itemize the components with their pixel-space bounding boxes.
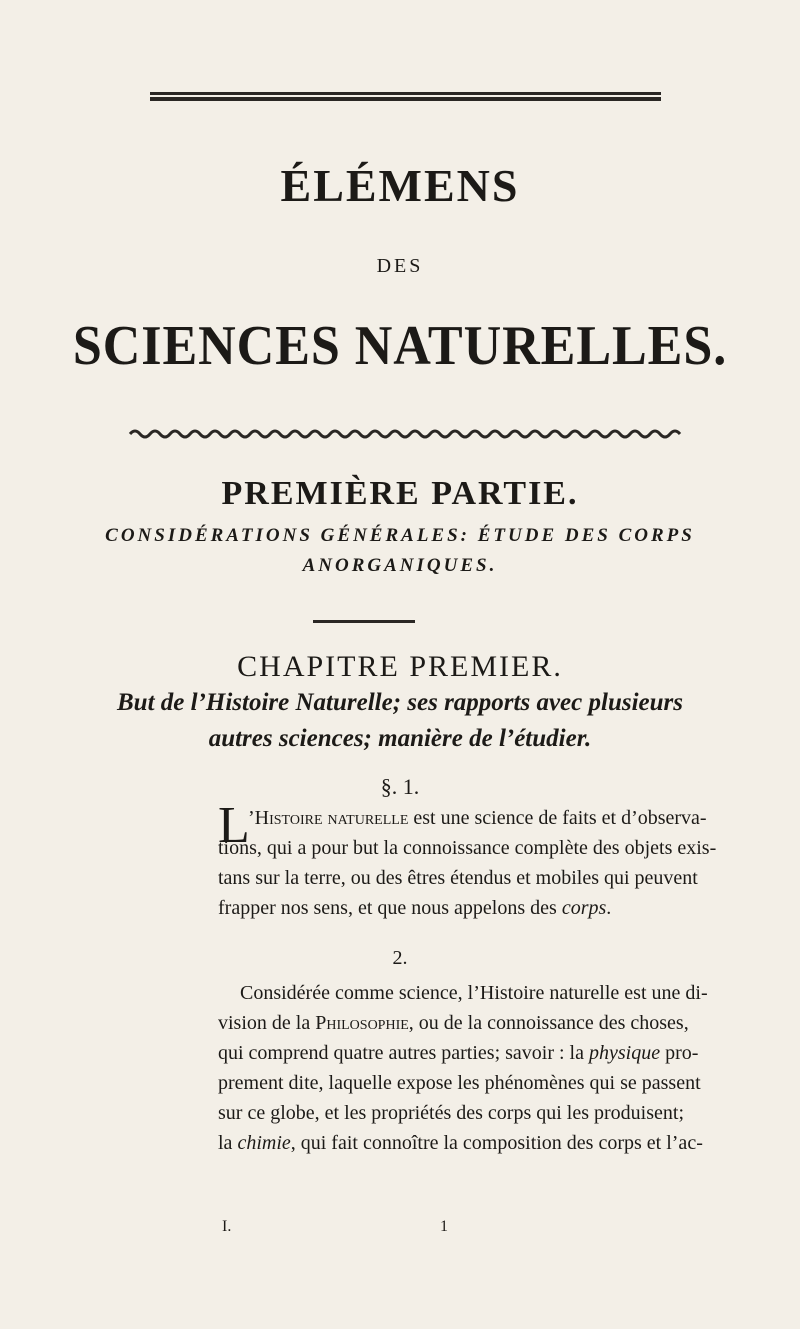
part-subtitle-line-2: ANORGANIQUES. bbox=[302, 555, 498, 576]
chapter-heading-line-1: But de l’Histoire Naturelle; ses rapports avec plusieurs bbox=[117, 689, 683, 716]
top-double-rule bbox=[150, 92, 661, 101]
drop-cap: L bbox=[218, 797, 250, 854]
paragraph-line: prement dite, laquelle expose les phénomènes qui se passent bbox=[218, 1072, 701, 1094]
paragraph-line: qui comprend quatre autres parties; savoir : la physique pro- bbox=[218, 1042, 699, 1064]
section-2-label: 2. bbox=[392, 947, 408, 969]
paragraph-line: tans sur la terre, ou des êtres étendus et mobiles qui peuvent bbox=[218, 867, 698, 889]
ornamental-wave-rule bbox=[130, 428, 680, 440]
signature-mark: I. bbox=[222, 1218, 232, 1235]
section-divider bbox=[313, 620, 415, 623]
paragraph-line: tions, qui a pour but la connoissance complète des objets exis- bbox=[218, 837, 717, 859]
paragraph-2 bbox=[218, 978, 708, 1158]
chapter-heading-line-2: autres sciences; manière de l’étudier. bbox=[208, 725, 592, 752]
section-1-label: §. 1. bbox=[380, 774, 420, 799]
subject-title: SCIENCES NATURELLES. bbox=[72, 315, 728, 377]
paragraph-line: Considérée comme science, l’Histoire naturelle est une di- bbox=[240, 982, 708, 1004]
sheet-number: 1 bbox=[440, 1218, 448, 1235]
paragraph-line: la chimie, qui fait connoître la composition des corps et l’ac- bbox=[218, 1132, 703, 1154]
title-connector: DES bbox=[376, 255, 424, 277]
main-title: ÉLÉMENS bbox=[280, 160, 520, 211]
paragraph-line: frapper nos sens, et que nous appelons des corps. bbox=[218, 897, 612, 919]
paragraph-line: sur ce globe, et les propriétés des corps qui les produisent; bbox=[218, 1102, 684, 1124]
part-title: PREMIÈRE PARTIE. bbox=[221, 475, 579, 512]
paragraph-1 bbox=[218, 803, 717, 923]
part-subtitle-line-1: CONSIDÉRATIONS GÉNÉRALES: ÉTUDE DES CORPS bbox=[105, 525, 695, 546]
paragraph-line: vision de la Philosophie, ou de la connoissance des choses, bbox=[218, 1012, 689, 1034]
paragraph-line: ’Histoire naturelle est une science de faits et d’observa- bbox=[248, 807, 707, 829]
chapter-title: CHAPITRE PREMIER. bbox=[237, 650, 563, 683]
